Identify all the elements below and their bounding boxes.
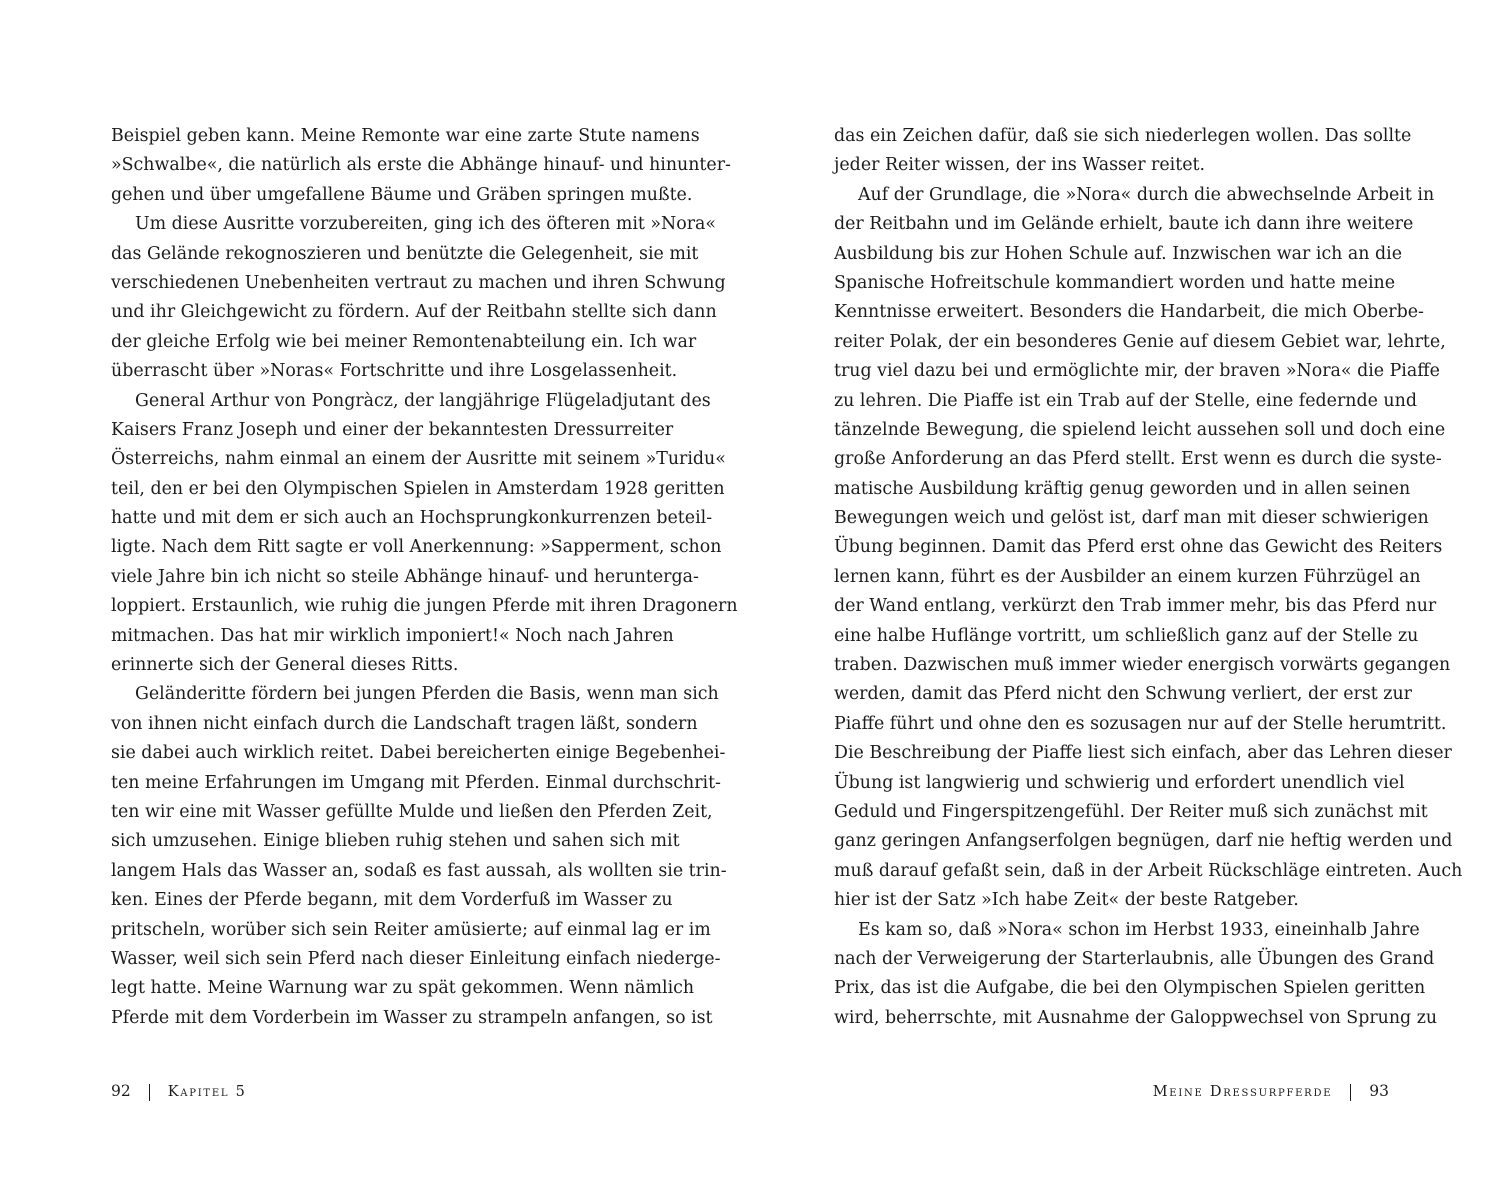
text-line: Um diese Ausritte vorzubereiten, ging ich des öfteren mit »Nora« (135, 214, 717, 235)
text-line: legt hatte. Meine Warnung war zu spät gekommen. Wenn nämlich (111, 978, 695, 999)
text-line: Wasser, weil sich sein Pferd nach dieser Einleitung einfach niederge- (111, 948, 721, 969)
footer-divider (1350, 1084, 1351, 1101)
text-line: hatte und mit dem er sich auch an Hochsprungkonkurrenzen beteil- (111, 508, 713, 529)
text-line: Kaisers Franz Joseph und einer der bekanntesten Dressurreiter (111, 419, 674, 440)
text-line: »Schwalbe«, die natürlich als erste die Abhänge hinauf- und hinunter- (111, 155, 731, 176)
right-page-body (834, 122, 1463, 1033)
text-line: erinnerte sich der General dieses Ritts. (111, 655, 459, 676)
text-line: reiter Polak, der ein besonderes Genie auf diesem Gebiet war, lehrte, (834, 331, 1446, 352)
text-line: Kenntnisse erweitert. Besonders die Handarbeit, die mich Oberbe- (834, 302, 1424, 323)
text-line: Österreichs, nahm einmal an einem der Ausritte mit seinem »Turidu« (111, 449, 726, 470)
text-line: teil, den er bei den Olympischen Spielen in Amsterdam 1928 geritten (111, 478, 725, 499)
text-line: traben. Dazwischen muß immer wieder energisch vorwärts gegangen (834, 655, 1451, 676)
text-line: Bewegungen weich und gelöst ist, darf man mit dieser schwierigen (834, 508, 1429, 529)
text-line: mitmachen. Das hat mir wirklich imponiert!« Noch nach Jahren (111, 625, 674, 646)
running-head: Meine Dressurpferde (1152, 1084, 1333, 1100)
text-line: matische Ausbildung kräftig genug geworden und in allen seinen (834, 478, 1411, 499)
text-line: ten wir eine mit Wasser gefüllte Mulde und ließen den Pferden Zeit, (111, 801, 713, 822)
right-page-footer (1153, 1081, 1389, 1102)
text-line: das ein Zeichen dafür, daß sie sich niederlegen wollen. Das sollte (834, 126, 1412, 146)
text-line: Spanische Hofreitschule kommandiert worden und hatte meine (834, 272, 1395, 293)
text-line: jeder Reiter wissen, der ins Wasser reitet. (834, 155, 1206, 176)
text-line: Pferde mit dem Vorderbein im Wasser zu strampeln anfangen, so ist (111, 1007, 713, 1028)
text-line: verschiedenen Unebenheiten vertraut zu machen und ihren Schwung (111, 272, 726, 293)
text-line: nach der Verweigerung der Starterlaubnis, alle Übungen des Grand (834, 948, 1435, 969)
text-line: der gleiche Erfolg wie bei meiner Remontenabteilung ein. Ich war (111, 331, 697, 352)
text-line: loppiert. Erstaunlich, wie ruhig die jungen Pferde mit ihren Dragonern (111, 596, 738, 617)
text-line: gehen und über umgefallene Bäume und Gräben springen mußte. (111, 184, 693, 205)
text-line: sie dabei auch wirklich reitet. Dabei bereicherten einige Begebenhei- (111, 743, 726, 764)
text-line: ken. Eines der Pferde begann, mit dem Vorderfuß im Wasser zu (111, 890, 673, 911)
text-line: lernen kann, führt es der Ausbilder an einem kurzen Führzügel an (834, 566, 1421, 587)
text-line: ligte. Nach dem Ritt sagte er voll Anerkennung: »Sapperment, schon (111, 537, 722, 558)
footer-divider (149, 1084, 150, 1101)
text-line: viele Jahre bin ich nicht so steile Abhänge hinauf- und herunterga- (111, 566, 699, 587)
text-line: muß darauf gefaßt sein, daß in der Arbeit Rückschläge eintreten. Auch (834, 860, 1463, 881)
text-line: General Arthur von Pongràcz, der langjährige Flügeladjutant des (135, 390, 711, 411)
text-line: Beispiel geben kann. Meine Remonte war eine zarte Stute namens (111, 126, 700, 146)
text-line: tänzelnde Bewegung, die spielend leicht aussehen soll und doch eine (834, 419, 1446, 440)
page-number: 93 (1369, 1082, 1389, 1100)
text-line: große Anforderung an das Pferd stellt. Erst wenn es durch die syste- (834, 449, 1442, 470)
text-line: von ihnen nicht einfach durch die Landschaft tragen läßt, sondern (111, 713, 698, 734)
text-line: der Wand entlang, verkürzt den Trab immer mehr, bis das Pferd nur (834, 596, 1437, 617)
text-line: Geländeritte fördern bei jungen Pferden die Basis, wenn man sich (135, 684, 719, 705)
text-line: zu lehren. Die Piaffe ist ein Trab auf der Stelle, eine federnde und (834, 390, 1417, 411)
text-line: Die Beschreibung der Piaffe liest sich einfach, aber das Lehren dieser (834, 743, 1452, 764)
text-line: eine halbe Huflänge vortritt, um schließlich ganz auf der Stelle zu (834, 625, 1419, 646)
text-line: sich umzusehen. Einige blieben ruhig stehen und sahen sich mit (111, 831, 680, 852)
text-line: langem Hals das Wasser an, sodaß es fast aussah, als wollten sie trin- (111, 860, 727, 881)
text-line: das Gelände rekognoszieren und benützte die Gelegenheit, sie mit (111, 243, 699, 264)
text-line: pritscheln, worüber sich sein Reiter amüsierte; auf einmal lag er im (111, 919, 711, 940)
text-line: Übung ist langwierig und schwierig und erfordert unendlich viel (834, 772, 1405, 793)
left-page-body (111, 122, 738, 1033)
text-line: ganz geringen Anfangserfolgen begnügen, darf nie heftig werden und (834, 831, 1453, 852)
text-line: ten meine Erfahrungen im Umgang mit Pferden. Einmal durchschrit- (111, 772, 721, 793)
text-line: und ihr Gleichgewicht zu fördern. Auf der Reitbahn stellte sich dann (111, 302, 717, 323)
left-page-footer (111, 1081, 247, 1102)
text-line: der Reitbahn und im Gelände erhielt, baute ich dann ihre weitere (834, 214, 1414, 235)
text-line: Piaffe führt und ohne den es sozusagen nur auf der Stelle herumtritt. (834, 713, 1447, 734)
text-line: Übung beginnen. Damit das Pferd erst ohne das Gewicht des Reiters (834, 537, 1443, 558)
text-line: Geduld und Fingerspitzengefühl. Der Reiter muß sich zunächst mit (834, 801, 1428, 822)
text-line: Ausbildung bis zur Hohen Schule auf. Inzwischen war ich an die (834, 243, 1402, 264)
text-line: Auf der Grundlage, die »Nora« durch die abwechselnde Arbeit in (858, 184, 1435, 205)
text-line: trug viel dazu bei und ermöglichte mir, der braven »Nora« die Piaffe (834, 361, 1440, 382)
text-line: Prix, das ist die Aufgabe, die bei den Olympischen Spielen geritten (834, 978, 1426, 999)
page-number: 92 (111, 1082, 131, 1100)
text-line: Es kam so, daß »Nora« schon im Herbst 1933, eineinhalb Jahre (858, 919, 1420, 940)
text-line: hier ist der Satz »Ich habe Zeit« der beste Ratgeber. (834, 890, 1299, 911)
text-line: überrascht über »Noras« Fortschritte und ihre Losgelassenheit. (111, 361, 678, 382)
running-head: Kapitel 5 (167, 1084, 247, 1100)
text-line: werden, damit das Pferd nicht den Schwung verliert, der erst zur (834, 684, 1412, 705)
text-line: wird, beherrschte, mit Ausnahme der Galoppwechsel von Sprung zu (834, 1007, 1438, 1028)
